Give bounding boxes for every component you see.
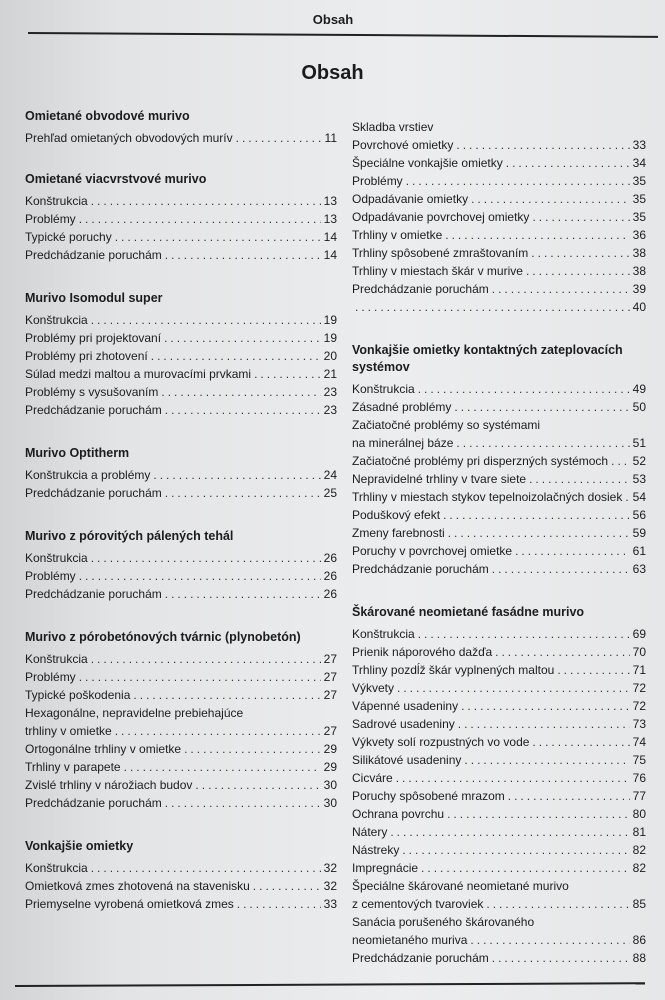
toc-entry[interactable] xyxy=(352,859,646,877)
toc-entry-label: Súlad medzi maltou a murovacími prvkami xyxy=(25,367,252,381)
leader-dots xyxy=(486,895,629,913)
toc-entry-label: Typické poškodenia xyxy=(25,688,131,702)
leader-dots xyxy=(495,643,630,661)
leader-dots xyxy=(456,434,629,452)
toc-entry-label: Prehľad omietaných obvodových murív xyxy=(25,131,233,145)
toc-entry-label: Ortogonálne trhliny v omietke xyxy=(25,742,182,756)
toc-entry-label: Problémy s vysušovaním xyxy=(25,385,159,399)
toc-section-title: Vonkajšie omietky kontaktných zateplovacích systémov xyxy=(352,343,623,374)
toc-entry-label: Trhliny spôsobené zmraštovaním xyxy=(352,246,529,260)
toc-entry[interactable] xyxy=(352,841,646,859)
leader-dots xyxy=(506,154,630,172)
toc-entry-label: Typické poruchy xyxy=(25,230,112,244)
toc-entry-label: Odpadávanie omietky xyxy=(352,192,469,206)
toc-entry-label: z cementových tvaroviek xyxy=(352,897,484,911)
toc-section-title: Omietané viacvrstvové murivo xyxy=(25,172,207,186)
toc-entry[interactable] xyxy=(352,190,646,208)
toc-entry-page: 24 xyxy=(323,468,337,482)
toc-entry-page: 39 xyxy=(632,282,646,296)
toc-entry-page: 14 xyxy=(323,230,337,244)
toc-entry-label: Výkvety solí rozpustných vo vode xyxy=(352,735,530,749)
toc-entry-label: Zmeny farebnosti xyxy=(352,526,445,540)
leader-dots xyxy=(195,776,320,794)
toc-entry-page: 82 xyxy=(632,861,646,875)
toc-entry-label: Konštrukcia xyxy=(25,652,88,666)
toc-entry-label: Začiatočné problémy pri disperzných systémoch xyxy=(352,454,609,468)
toc-entry[interactable] xyxy=(25,228,337,246)
toc-entry-page: 23 xyxy=(323,403,337,417)
toc-entry-label: Problémy xyxy=(25,569,76,583)
leader-dots xyxy=(456,136,629,154)
toc-entry-page: 13 xyxy=(323,212,337,226)
leader-dots xyxy=(124,758,321,776)
toc-section xyxy=(25,528,337,603)
leader-dots xyxy=(237,895,321,913)
toc-entry[interactable] xyxy=(352,643,646,661)
page-title: Obsah xyxy=(301,62,364,84)
leader-dots xyxy=(91,650,321,668)
toc-section xyxy=(25,171,337,264)
toc-entry[interactable] xyxy=(25,129,337,147)
toc-entry[interactable] xyxy=(352,470,646,488)
toc-entry-page: 21 xyxy=(323,367,337,381)
toc-entry-page: 56 xyxy=(632,508,646,522)
leader-dots xyxy=(471,190,630,208)
toc-entry-label: Zvislé trhliny v nárožiach budov xyxy=(25,778,193,792)
leader-dots xyxy=(165,246,321,264)
toc-entry-label: Impregnácie xyxy=(352,861,419,875)
toc-entry-page: 20 xyxy=(323,349,337,363)
toc-entry[interactable] xyxy=(352,949,646,967)
toc-entry[interactable] xyxy=(352,560,646,578)
leader-dots xyxy=(115,228,321,246)
toc-entry[interactable] xyxy=(25,794,337,812)
toc-entry-label: Trhliny v parapete xyxy=(25,760,121,774)
toc-entry[interactable] xyxy=(352,769,646,787)
toc-section xyxy=(25,290,337,419)
leader-dots xyxy=(492,560,630,578)
footer-rule xyxy=(15,982,645,987)
toc-entry[interactable] xyxy=(352,434,646,452)
toc-entry-label: Predchádzanie poruchám xyxy=(352,951,489,965)
toc-entry-page: 30 xyxy=(323,778,337,792)
leader-dots xyxy=(611,452,630,470)
toc-entry-page: 35 xyxy=(632,210,646,224)
toc-entry-page: 30 xyxy=(323,796,337,810)
leader-dots xyxy=(165,484,321,502)
toc-entry-label: Špeciálne vonkajšie omietky xyxy=(352,156,503,170)
leader-dots xyxy=(151,347,321,365)
toc-section-title: Škárované neomietané fasádne murivo xyxy=(352,605,585,619)
toc-entry[interactable] xyxy=(352,136,646,154)
toc-entry-page: 54 xyxy=(632,490,646,504)
toc-entry-label: Prienik náporového dažďa xyxy=(352,645,493,659)
toc-section xyxy=(25,629,337,812)
toc-entry[interactable] xyxy=(25,365,337,383)
toc-entry[interactable] xyxy=(352,298,646,316)
toc-section-title: Omietané obvodové murivo xyxy=(25,109,190,123)
leader-dots xyxy=(397,679,630,697)
toc-entry[interactable] xyxy=(352,244,646,262)
toc-entry[interactable] xyxy=(352,697,646,715)
leader-dots xyxy=(165,585,321,603)
leader-dots xyxy=(454,398,629,416)
leader-dots xyxy=(79,210,321,228)
leader-dots xyxy=(526,262,630,280)
running-header-title: Obsah xyxy=(312,12,354,27)
toc-entry[interactable] xyxy=(25,895,337,913)
header-rule xyxy=(28,32,658,38)
toc-entry-label: Nátery xyxy=(352,825,388,839)
toc-entry-page: 29 xyxy=(323,760,337,774)
toc-entry-page: 35 xyxy=(632,174,646,188)
toc-entry[interactable] xyxy=(25,740,337,758)
toc-entry-page: 33 xyxy=(632,138,646,152)
toc-right-column xyxy=(352,118,646,967)
toc-entry-label: trhliny v omietke xyxy=(25,724,112,738)
toc-entry-page: 71 xyxy=(632,663,646,677)
toc-entry-page: 26 xyxy=(323,569,337,583)
toc-entry-label: Problémy xyxy=(25,212,76,226)
toc-entry-label: Predchádzanie poruchám xyxy=(25,403,162,417)
leader-dots xyxy=(406,172,630,190)
toc-entry[interactable] xyxy=(25,877,337,895)
toc-entry-page: 33 xyxy=(323,897,337,911)
toc-entry-label: Trhliny v omietke xyxy=(352,228,443,242)
toc-entry-label: Sadrové usadeniny xyxy=(352,717,455,731)
toc-entry-label: Konštrukcia a problémy xyxy=(25,468,151,482)
toc-entry[interactable] xyxy=(25,466,337,484)
toc-entry[interactable] xyxy=(25,776,337,794)
toc-entry[interactable] xyxy=(352,154,646,172)
toc-entry-label: neomietaného muriva xyxy=(352,933,468,947)
leader-dots xyxy=(165,401,321,419)
leader-dots xyxy=(253,877,321,895)
leader-dots xyxy=(133,686,320,704)
toc-entry-page: 23 xyxy=(323,385,337,399)
toc-entry-page: 19 xyxy=(323,313,337,327)
toc-entry-label: Omietková zmes zhotovená na stavenisku xyxy=(25,879,250,893)
toc-entry[interactable] xyxy=(352,787,646,805)
leader-dots xyxy=(443,506,630,524)
toc-entry-page: 76 xyxy=(632,771,646,785)
toc-entry-line[interactable]: Hexagonálne, nepravidelne prebiehajúce xyxy=(25,706,244,720)
toc-entry-page: 81 xyxy=(632,825,646,839)
toc-entry-page: 88 xyxy=(632,951,646,965)
toc-entry[interactable] xyxy=(25,210,337,228)
toc-entry-label: Povrchové omietky xyxy=(352,138,454,152)
leader-dots xyxy=(79,668,321,686)
toc-entry-page: 38 xyxy=(632,264,646,278)
toc-entry-label: Konštrukcia xyxy=(352,627,415,641)
toc-entry-page: 36 xyxy=(632,228,646,242)
leader-dots xyxy=(421,859,630,877)
leader-dots xyxy=(236,129,322,147)
toc-entry-label: Problémy pri zhotovení xyxy=(25,349,148,363)
toc-left-column xyxy=(25,108,337,913)
toc-entry-page: 52 xyxy=(632,454,646,468)
toc-entry-page: 29 xyxy=(323,742,337,756)
toc-entry-label: Ochrana povrchu xyxy=(352,807,445,821)
toc-entry[interactable] xyxy=(352,751,646,769)
toc-entry-page: 70 xyxy=(632,645,646,659)
leader-dots xyxy=(418,625,630,643)
toc-entry[interactable] xyxy=(352,172,646,190)
leader-dots xyxy=(153,466,320,484)
toc-section-title: Vonkajšie omietky xyxy=(25,839,134,853)
toc-entry-label: Predchádzanie poruchám xyxy=(25,587,162,601)
toc-entry-page: 69 xyxy=(632,627,646,641)
toc-entry-label: Trhliny v miestach stykov tepelnoizolačných dosiek xyxy=(352,490,623,504)
toc-entry-page: 32 xyxy=(323,861,337,875)
toc-entry[interactable] xyxy=(25,758,337,776)
leader-dots xyxy=(91,549,321,567)
running-header xyxy=(28,0,638,40)
leader-dots xyxy=(515,542,630,560)
toc-entry-label: Problémy xyxy=(352,174,403,188)
toc-entry-label: na minerálnej báze xyxy=(352,436,454,450)
toc-entry[interactable] xyxy=(352,823,646,841)
toc-entry[interactable] xyxy=(25,686,337,704)
toc-entry-label: Predchádzanie poruchám xyxy=(352,282,489,296)
leader-dots xyxy=(531,244,629,262)
toc-entry-page: 27 xyxy=(323,688,337,702)
toc-entry-page: 27 xyxy=(323,724,337,738)
toc-entry-page: 75 xyxy=(632,753,646,767)
toc-entry-label: Cicváre xyxy=(352,771,393,785)
toc-entry[interactable] xyxy=(352,208,646,226)
toc-section xyxy=(25,445,337,502)
leader-dots xyxy=(492,280,630,298)
toc-entry-label: Predchádzanie poruchám xyxy=(25,248,162,262)
toc-entry[interactable] xyxy=(352,398,646,416)
toc-section-title: Murivo Optitherm xyxy=(25,446,130,460)
toc-entry-label: Poruchy v povrchovej omietke xyxy=(352,544,513,558)
leader-dots xyxy=(418,380,630,398)
leader-dots xyxy=(79,567,321,585)
leader-dots xyxy=(464,751,629,769)
toc-entry[interactable] xyxy=(352,895,646,913)
toc-entry[interactable] xyxy=(25,311,337,329)
leader-dots xyxy=(492,949,630,967)
toc-entry-label: Trhliny v miestach škár v murive xyxy=(352,264,523,278)
toc-entry[interactable] xyxy=(352,715,646,733)
toc-section xyxy=(25,108,337,147)
toc-entry-label: Poduškový efekt xyxy=(352,508,441,522)
leader-dots xyxy=(447,805,630,823)
toc-entry-page: 13 xyxy=(323,194,337,208)
toc-entry-page: 35 xyxy=(632,192,646,206)
toc-entry-page: 72 xyxy=(632,699,646,713)
leader-dots xyxy=(161,383,320,401)
leader-dots xyxy=(625,488,629,506)
toc-entry-label: Predchádzanie poruchám xyxy=(25,486,162,500)
toc-entry-label: Konštrukcia xyxy=(25,551,88,565)
leader-dots xyxy=(396,769,630,787)
toc-entry[interactable] xyxy=(352,262,646,280)
toc-entry[interactable] xyxy=(25,859,337,877)
toc-entry-label: Konštrukcia xyxy=(25,194,88,208)
leader-dots xyxy=(532,733,629,751)
toc-entry-line[interactable]: Začiatočné problémy so systémami xyxy=(352,418,541,432)
leader-dots xyxy=(164,329,321,347)
toc-entry[interactable] xyxy=(352,380,646,398)
toc-entry-label: Vápenné usadeniny xyxy=(352,699,459,713)
toc-section xyxy=(352,604,646,967)
toc-entry[interactable] xyxy=(352,524,646,542)
toc-entry-page: 51 xyxy=(632,436,646,450)
toc-entry[interactable] xyxy=(25,401,337,419)
leader-dots xyxy=(355,298,630,316)
toc-entry-page: 50 xyxy=(632,400,646,414)
toc-entry[interactable] xyxy=(25,383,337,401)
toc-entry[interactable] xyxy=(25,567,337,585)
leader-dots xyxy=(461,697,630,715)
leader-dots xyxy=(91,192,321,210)
toc-entry-label: Trhliny pozdĺž škár vyplnených maltou xyxy=(352,663,555,677)
leader-dots xyxy=(402,841,629,859)
toc-section xyxy=(25,838,337,913)
toc-entry[interactable] xyxy=(25,722,337,740)
leader-dots xyxy=(532,208,629,226)
toc-entry[interactable] xyxy=(25,246,337,264)
toc-entry-page: 59 xyxy=(632,526,646,540)
toc-entry-page: 53 xyxy=(632,472,646,486)
toc-entry-page: 27 xyxy=(323,670,337,684)
toc-entry[interactable] xyxy=(352,506,646,524)
toc-entry-page: 34 xyxy=(632,156,646,170)
leader-dots xyxy=(508,787,630,805)
toc-entry-page: 72 xyxy=(632,681,646,695)
toc-entry-page: 27 xyxy=(323,652,337,666)
toc-entry-label: Silikátové usadeniny xyxy=(352,753,462,767)
toc-entry[interactable] xyxy=(25,549,337,567)
toc-entry-page: 74 xyxy=(632,735,646,749)
toc-entry[interactable] xyxy=(352,931,646,949)
leader-dots xyxy=(254,365,321,383)
leader-dots xyxy=(529,470,630,488)
toc-entry[interactable] xyxy=(352,805,646,823)
toc-entry-label: Nástreky xyxy=(352,843,400,857)
toc-entry-label: Predchádzanie poruchám xyxy=(352,562,489,576)
toc-entry-label: Problémy xyxy=(25,670,76,684)
leader-dots xyxy=(91,859,321,877)
toc-section-title: Murivo z pórobetónových tvárnic (plynobetón) xyxy=(25,630,301,644)
toc-entry-page: 14 xyxy=(323,248,337,262)
toc-entry-label: Konštrukcia xyxy=(25,861,88,875)
leader-dots xyxy=(448,524,630,542)
toc-entry-label: Priemyselne vyrobená omietková zmes xyxy=(25,897,234,911)
toc-entry-label: Konštrukcia xyxy=(352,382,415,396)
toc-entry-label: Konštrukcia xyxy=(25,313,88,327)
toc-entry[interactable] xyxy=(352,733,646,751)
toc-section-title: Murivo z pórovitých pálených tehál xyxy=(25,529,234,543)
toc-entry-page: 86 xyxy=(632,933,646,947)
toc-section-title: Murivo Isomodul super xyxy=(25,291,163,305)
toc-entry-label: Predchádzanie poruchám xyxy=(25,796,162,810)
toc-entry-page: 61 xyxy=(632,544,646,558)
toc-entry-page: 19 xyxy=(323,331,337,345)
toc-entry-line[interactable]: Skladba vrstiev xyxy=(352,120,434,134)
toc-entry-label: Výkvety xyxy=(352,681,395,695)
toc-entry[interactable] xyxy=(25,484,337,502)
toc-entry-label: Odpadávanie povrchovej omietky xyxy=(352,210,530,224)
toc-entry[interactable] xyxy=(352,452,646,470)
toc-entry[interactable] xyxy=(25,668,337,686)
toc-entry[interactable] xyxy=(352,679,646,697)
leader-dots xyxy=(458,715,630,733)
toc-entry-page: 26 xyxy=(323,551,337,565)
toc-entry[interactable] xyxy=(25,329,337,347)
toc-entry-page: 49 xyxy=(632,382,646,396)
toc-entry-page: 80 xyxy=(632,807,646,821)
toc-entry[interactable] xyxy=(352,280,646,298)
toc-entry-page: 11 xyxy=(324,131,337,145)
leader-dots xyxy=(557,661,629,679)
toc-entry-line[interactable]: Špeciálne škárované neomietané murivo xyxy=(352,879,569,893)
toc-entry-page: 26 xyxy=(323,587,337,601)
toc-entry[interactable] xyxy=(352,625,646,643)
toc-entry-label: Problémy pri projektovaní xyxy=(25,331,162,345)
toc-section xyxy=(352,342,646,578)
toc-entry[interactable] xyxy=(352,542,646,560)
leader-dots xyxy=(184,740,321,758)
toc-entry-label: Poruchy spôsobené mrazom xyxy=(352,789,505,803)
toc-entry-page: 32 xyxy=(323,879,337,893)
toc-entry-page: 73 xyxy=(632,717,646,731)
toc-section xyxy=(352,118,646,316)
toc-entry-label: Zásadné problémy xyxy=(352,400,452,414)
leader-dots xyxy=(470,931,629,949)
toc-entry[interactable] xyxy=(25,347,337,365)
toc-entry-label: Nepravidelné trhliny v tvare siete xyxy=(352,472,527,486)
toc-entry-page: 82 xyxy=(632,843,646,857)
toc-entry[interactable] xyxy=(25,650,337,668)
toc-entry-page: 40 xyxy=(632,300,646,314)
leader-dots xyxy=(91,311,321,329)
leader-dots xyxy=(445,226,629,244)
toc-entry-line[interactable]: Sanácia porušeného škárovaného xyxy=(352,915,535,929)
leader-dots xyxy=(165,794,321,812)
leader-dots xyxy=(390,823,629,841)
toc-entry-page: 38 xyxy=(632,246,646,260)
leader-dots xyxy=(115,722,321,740)
toc-entry[interactable] xyxy=(25,192,337,210)
toc-entry-page: 63 xyxy=(632,562,646,576)
toc-entry[interactable] xyxy=(352,488,646,506)
toc-entry-page: 85 xyxy=(632,897,646,911)
toc-entry-page: 77 xyxy=(632,789,646,803)
toc-entry-page: 25 xyxy=(323,486,337,500)
toc-entry[interactable] xyxy=(352,661,646,679)
toc-entry[interactable] xyxy=(352,226,646,244)
toc-entry[interactable] xyxy=(25,585,337,603)
